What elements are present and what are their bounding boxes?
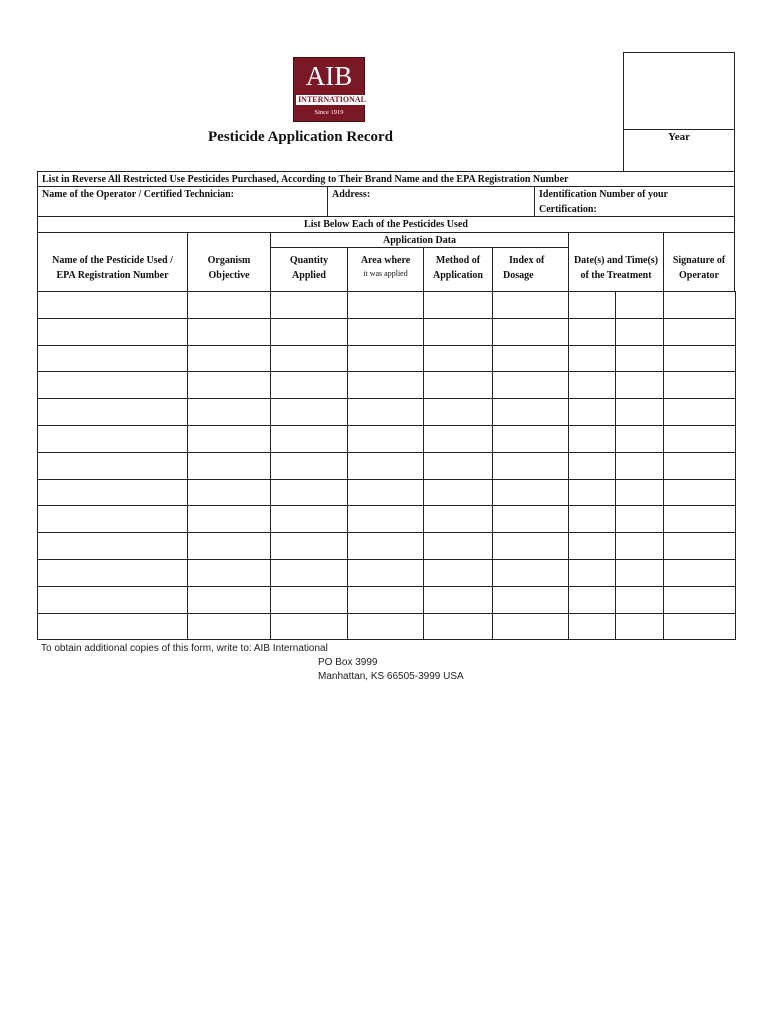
header-area-line1: Area where: [360, 255, 411, 266]
cell-signature[interactable]: [663, 586, 736, 614]
cell-area[interactable]: [347, 505, 424, 533]
cell-method[interactable]: [423, 425, 493, 453]
header-signature: [663, 232, 735, 292]
application-data-heading: Application Data: [270, 232, 569, 248]
operator-label: Name of the Operator / Certified Technician:: [42, 189, 235, 200]
cell-method[interactable]: [423, 318, 493, 346]
cell-quantity[interactable]: [270, 559, 348, 587]
certification-id-label-line2: Certification:: [539, 204, 597, 215]
cell-index[interactable]: [492, 291, 569, 319]
cell-time[interactable]: [615, 371, 664, 399]
cell-date[interactable]: [568, 559, 616, 587]
year-label: Year: [668, 131, 690, 143]
header-area-line2: it was applied: [363, 269, 408, 278]
cell-pesticide[interactable]: [37, 291, 188, 319]
cell-pesticide[interactable]: [37, 559, 188, 587]
cell-quantity[interactable]: [270, 479, 348, 507]
cell-organism[interactable]: [187, 425, 271, 453]
cell-time[interactable]: [615, 479, 664, 507]
address-label: Address:: [332, 189, 371, 200]
cell-organism[interactable]: [187, 586, 271, 614]
header-quantity-line1: Quantity: [289, 255, 329, 266]
header-area: [347, 247, 424, 292]
cell-pesticide[interactable]: [37, 371, 188, 399]
cell-organism[interactable]: [187, 318, 271, 346]
cell-time[interactable]: [615, 613, 664, 641]
cell-date[interactable]: [568, 398, 616, 426]
footer-city: Manhattan, KS 66505-3999 USA: [318, 671, 464, 682]
cell-signature[interactable]: [663, 505, 736, 533]
cell-organism[interactable]: [187, 291, 271, 319]
cell-pesticide[interactable]: [37, 452, 188, 480]
header-quantity: [270, 247, 348, 292]
cell-index[interactable]: [492, 425, 569, 453]
year-box[interactable]: [623, 52, 735, 172]
cell-area[interactable]: [347, 291, 424, 319]
cell-method[interactable]: [423, 479, 493, 507]
cell-signature[interactable]: [663, 452, 736, 480]
year-divider: [624, 129, 734, 130]
cell-signature[interactable]: [663, 613, 736, 641]
cell-index[interactable]: [492, 318, 569, 346]
cell-signature[interactable]: [663, 532, 736, 560]
cell-date[interactable]: [568, 479, 616, 507]
cell-time[interactable]: [615, 318, 664, 346]
cell-time[interactable]: [615, 505, 664, 533]
cell-index[interactable]: [492, 613, 569, 641]
header-organism-line2: Objective: [208, 270, 250, 281]
cell-pesticide[interactable]: [37, 398, 188, 426]
cell-pesticide[interactable]: [37, 613, 188, 641]
cell-area[interactable]: [347, 532, 424, 560]
cell-method[interactable]: [423, 291, 493, 319]
cell-organism[interactable]: [187, 345, 271, 373]
operator-field[interactable]: [37, 186, 328, 217]
certification-id-field[interactable]: [534, 186, 735, 217]
cell-method[interactable]: [423, 613, 493, 641]
header-dates-line2: of the Treatment: [580, 270, 652, 281]
header-method-line1: Method of: [435, 255, 481, 266]
cell-signature[interactable]: [663, 479, 736, 507]
cell-quantity[interactable]: [270, 425, 348, 453]
header-pesticide-line1: Name of the Pesticide Used /: [52, 255, 173, 266]
cell-method[interactable]: [423, 559, 493, 587]
cell-quantity[interactable]: [270, 586, 348, 614]
cell-quantity[interactable]: [270, 318, 348, 346]
cell-date[interactable]: [568, 291, 616, 319]
cell-signature[interactable]: [663, 318, 736, 346]
header-dates: [568, 232, 664, 292]
footer-po-box: PO Box 3999: [318, 657, 378, 668]
header-method-line2: Application: [432, 270, 483, 281]
cell-area[interactable]: [347, 345, 424, 373]
cell-date[interactable]: [568, 371, 616, 399]
header-organism-line1: Organism: [207, 255, 251, 266]
cell-index[interactable]: [492, 479, 569, 507]
cell-quantity[interactable]: [270, 291, 348, 319]
cell-index[interactable]: [492, 345, 569, 373]
cell-quantity[interactable]: [270, 505, 348, 533]
cell-organism[interactable]: [187, 505, 271, 533]
cell-quantity[interactable]: [270, 613, 348, 641]
header-dates-line1: Date(s) and Time(s): [573, 255, 659, 266]
cell-organism[interactable]: [187, 613, 271, 641]
cell-pesticide[interactable]: [37, 479, 188, 507]
cell-quantity[interactable]: [270, 398, 348, 426]
cell-date[interactable]: [568, 532, 616, 560]
cell-organism[interactable]: [187, 371, 271, 399]
cell-quantity[interactable]: [270, 371, 348, 399]
cell-index[interactable]: [492, 398, 569, 426]
cell-area[interactable]: [347, 398, 424, 426]
cell-quantity[interactable]: [270, 452, 348, 480]
logo-sub-text: INTERNATIONAL: [296, 95, 368, 105]
header-quantity-line2: Applied: [292, 270, 326, 281]
cell-pesticide[interactable]: [37, 505, 188, 533]
cell-signature[interactable]: [663, 345, 736, 373]
page-title: Pesticide Application Record: [208, 129, 393, 145]
cell-method[interactable]: [423, 398, 493, 426]
cell-area[interactable]: [347, 479, 424, 507]
cell-area[interactable]: [347, 318, 424, 346]
cell-method[interactable]: [423, 371, 493, 399]
cell-index[interactable]: [492, 505, 569, 533]
cell-pesticide[interactable]: [37, 345, 188, 373]
cell-area[interactable]: [347, 425, 424, 453]
cell-time[interactable]: [615, 532, 664, 560]
cell-date[interactable]: [568, 613, 616, 641]
cell-pesticide[interactable]: [37, 532, 188, 560]
list-heading: List Below Each of the Pesticides Used: [37, 216, 735, 233]
cell-quantity[interactable]: [270, 532, 348, 560]
cell-index[interactable]: [492, 586, 569, 614]
cell-signature[interactable]: [663, 291, 736, 319]
header-pesticide: [37, 232, 188, 292]
cell-date[interactable]: [568, 318, 616, 346]
footer-copies-note: To obtain additional copies of this form, write to: AIB International: [41, 643, 328, 654]
cell-time[interactable]: [615, 291, 664, 319]
header-signature-line2: Operator: [679, 270, 719, 281]
cell-method[interactable]: [423, 345, 493, 373]
cell-organism[interactable]: [187, 479, 271, 507]
cell-area[interactable]: [347, 452, 424, 480]
cell-time[interactable]: [615, 559, 664, 587]
cell-date[interactable]: [568, 425, 616, 453]
aib-logo: [293, 57, 365, 122]
cell-time[interactable]: [615, 345, 664, 373]
header-signature-line1: Signature of: [672, 255, 726, 266]
cell-pesticide[interactable]: [37, 586, 188, 614]
logo-main-text: AIB: [305, 61, 353, 91]
cell-area[interactable]: [347, 371, 424, 399]
header-index-line1: Index of: [509, 255, 545, 266]
certification-id-label-line1: Identification Number of your: [539, 189, 668, 200]
cell-date[interactable]: [568, 586, 616, 614]
cell-organism[interactable]: [187, 398, 271, 426]
cell-area[interactable]: [347, 586, 424, 614]
cell-organism[interactable]: [187, 532, 271, 560]
header-organism: [187, 232, 271, 292]
cell-index[interactable]: [492, 371, 569, 399]
cell-signature[interactable]: [663, 398, 736, 426]
cell-organism[interactable]: [187, 559, 271, 587]
cell-organism[interactable]: [187, 452, 271, 480]
header-pesticide-line2: EPA Registration Number: [56, 270, 169, 281]
cell-time[interactable]: [615, 452, 664, 480]
header-index: [492, 247, 569, 292]
cell-index[interactable]: [492, 532, 569, 560]
cell-date[interactable]: [568, 345, 616, 373]
cell-time[interactable]: [615, 398, 664, 426]
cell-area[interactable]: [347, 613, 424, 641]
instruction-row: List in Reverse All Restricted Use Pesticides Purchased, According to Their Brand Name and the EPA Registration Number: [37, 171, 735, 187]
cell-pesticide[interactable]: [37, 318, 188, 346]
logo-since-text: Since 1919: [314, 109, 344, 116]
header-index-line2: Dosage: [503, 270, 534, 281]
cell-area[interactable]: [347, 559, 424, 587]
cell-pesticide[interactable]: [37, 425, 188, 453]
cell-method[interactable]: [423, 452, 493, 480]
address-field[interactable]: [327, 186, 535, 217]
cell-method[interactable]: [423, 505, 493, 533]
cell-date[interactable]: [568, 452, 616, 480]
cell-time[interactable]: [615, 425, 664, 453]
cell-signature[interactable]: [663, 425, 736, 453]
cell-index[interactable]: [492, 452, 569, 480]
cell-signature[interactable]: [663, 371, 736, 399]
cell-method[interactable]: [423, 586, 493, 614]
cell-index[interactable]: [492, 559, 569, 587]
cell-time[interactable]: [615, 586, 664, 614]
cell-quantity[interactable]: [270, 345, 348, 373]
cell-method[interactable]: [423, 532, 493, 560]
cell-date[interactable]: [568, 505, 616, 533]
cell-signature[interactable]: [663, 559, 736, 587]
header-method: [423, 247, 493, 292]
